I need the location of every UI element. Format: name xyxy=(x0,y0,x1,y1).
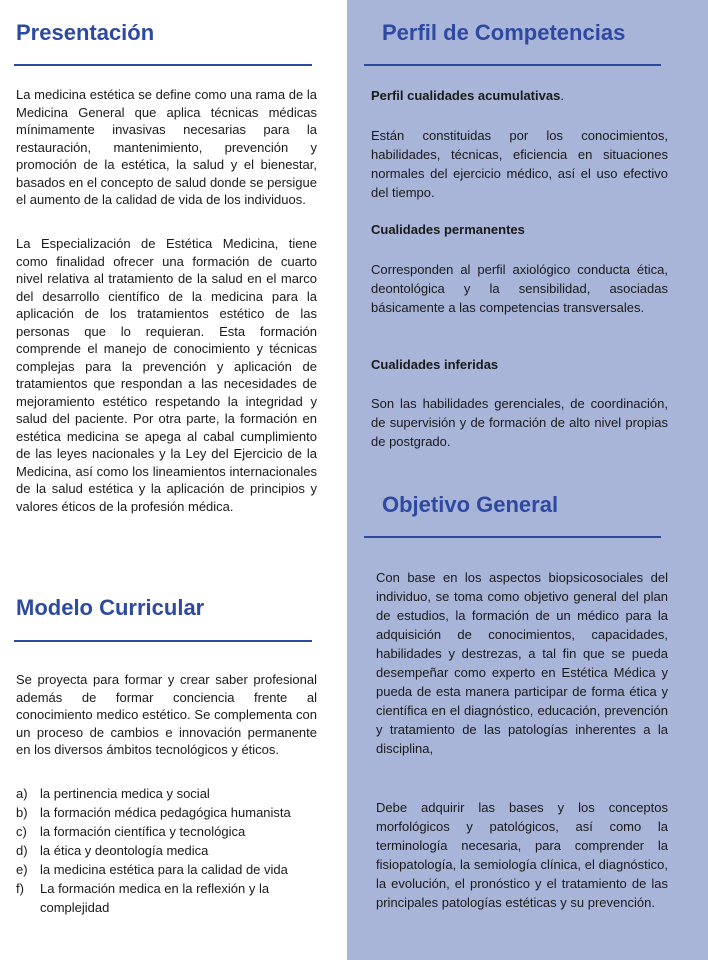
presentacion-heading: Presentación xyxy=(16,20,155,45)
presentacion-paragraph-1: La medicina estética se define como una rama de la Medicina General que aplica técnicas médicas mínimamente invasivas necesarias para la restauración, mantenimiento, prevención y promoción de la estética, la salud y el bienestar, basados en el concepto de salud donde se persigue el aumento de la calidad de vida de los individuos. xyxy=(16,87,317,207)
modelo-curricular-rule xyxy=(14,640,312,642)
objetivo-paragraph-1: Con base en los aspectos biopsicosociales del individuo, se toma como objetivo general del plan de estudios, la formación de un médico para la adquisición de conocimientos, capacidades, habilidades y destrezas, a tal fin que se pueda desempeñar como experto en Estética Médica y pueda de esta manera participar de forma ética y científica en el diagnóstico, educación, prevención y tratamiento de las patologías inherentes a la disciplina, xyxy=(376,570,668,756)
right-column xyxy=(347,0,708,960)
perfil-competencias-heading: Perfil de Competencias xyxy=(382,20,626,45)
modelo-curricular-list xyxy=(16,784,316,917)
list-item xyxy=(16,860,316,879)
presentacion-paragraph-2: La Especialización de Estética Medicina, tiene como finalidad ofrecer una formación de cuarto nivel relativa al tratamiento de la salud en el marco del desarrollo científico de la medicina para la aplicación de los tratamientos estético de las personas que lo requieran. Esta formación comprende el manejo de conocimiento y técnicas complejas para la prevención y aplicación de tratamientos que respondan a las necesidades de mejoramiento estético respetando la integridad y salud del paciente. Por otra parte, la formación en estética medicina se apega al cabal cumplimiento de las leyes nacionales y la Ley del Ejercicio de la Medicina, así como los lineamientos internacionales de la salud estética y la aplicación de principios y valores éticos de la profesión médica. xyxy=(16,236,317,514)
list-item xyxy=(16,784,316,803)
list-marker: b) xyxy=(16,805,28,820)
perfil-paragraph-3: Son las habilidades gerenciales, de coordinación, de supervisión y de formación de alto nivel propias de postgrado. xyxy=(371,396,668,449)
list-item-text: la medicina estética para la calidad de vida xyxy=(40,862,288,877)
perfil-paragraph-2: Corresponden al perfil axiológico conducta ética, deontológica y la sensibilidad, asociadas básicamente a las competencias transversales. xyxy=(371,262,668,315)
objetivo-general-heading: Objetivo General xyxy=(382,492,559,517)
list-item xyxy=(16,879,316,917)
perfil-heading-permanentes: Cualidades permanentes xyxy=(371,222,525,237)
list-item-text: la formación científica y tecnológica xyxy=(40,824,246,839)
perfil-subheading: Perfil cualidades acumulativas xyxy=(371,88,561,103)
objetivo-general-rule xyxy=(364,536,661,538)
left-column xyxy=(0,0,347,960)
list-marker: a) xyxy=(16,786,28,801)
perfil-paragraph-1: Están constituidas por los conocimientos, habilidades, técnicas, eficiencia en situaciones normales del ejercicio médico, así el uso efectivo del tiempo. xyxy=(371,128,668,200)
perfil-subheading-suffix: . xyxy=(560,88,564,103)
list-item xyxy=(16,841,316,860)
list-item-text: la pertinencia medica y social xyxy=(40,786,210,801)
list-item xyxy=(16,822,316,841)
list-marker: e) xyxy=(16,862,28,877)
list-item-text: La formación medica en la reflexión y la complejidad xyxy=(40,881,270,915)
modelo-curricular-intro: Se proyecta para formar y crear saber profesional además de formar conciencia frente al conocimiento medico estético. Se complementa con un proceso de cambios e innovación permanente en los diversos ámbitos tecnológicos y éticos. xyxy=(16,672,317,758)
list-marker: f) xyxy=(16,881,24,896)
objetivo-paragraph-2: Debe adquirir las bases y los conceptos morfológicos y patológicos, así como la terminología necesaria, para comprender la fisiopatología, la semiología clínica, el diagnóstico, la evolución, el pronóstico y el tratamiento de las principales patologías estéticas y su prevención. xyxy=(376,800,668,910)
perfil-competencias-rule xyxy=(364,64,661,66)
list-marker: d) xyxy=(16,843,28,858)
list-marker: c) xyxy=(16,824,27,839)
perfil-heading-acumulativas xyxy=(371,87,671,105)
presentacion-rule xyxy=(14,64,312,66)
list-item xyxy=(16,803,316,822)
list-item-text: la ética y deontología medica xyxy=(40,843,209,858)
list-item-text: la formación médica pedagógica humanista xyxy=(40,805,291,820)
perfil-heading-inferidas: Cualidades inferidas xyxy=(371,357,499,372)
modelo-curricular-heading: Modelo Curricular xyxy=(16,595,205,620)
